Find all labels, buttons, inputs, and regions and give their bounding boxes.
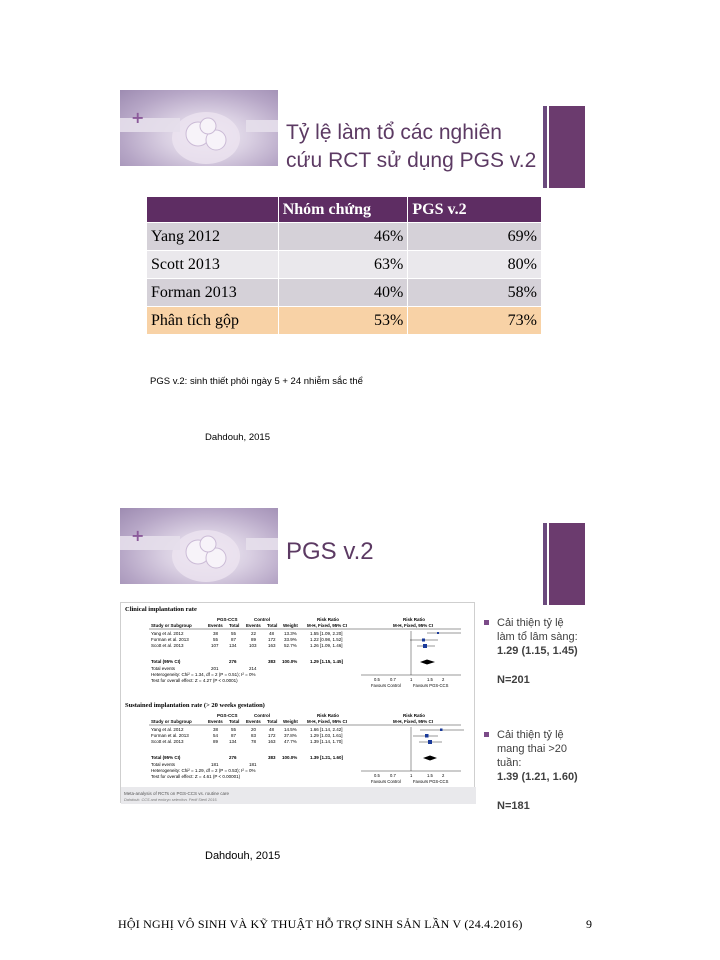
weight-value: 100.0% [282, 659, 298, 664]
col-events: Events [208, 623, 223, 628]
rr-value: 1.66 [1.14, 2.42] [310, 727, 343, 732]
col-events: Events [246, 719, 261, 724]
study-label: Forman et al. 2013 [151, 637, 189, 642]
col-pgs: PGS-CCS [217, 617, 238, 622]
tick-label: 0.5 [374, 677, 380, 682]
study-label: Scott et al. 2013 [151, 739, 184, 744]
study-cell: Scott 2013 [147, 251, 279, 279]
col-total: Total [267, 623, 278, 628]
tick-label: 1.5 [427, 677, 433, 682]
total-value: 163 [268, 643, 276, 648]
rr-value: 1.22 [0.98, 1.52] [310, 637, 343, 642]
table-row-pooled [147, 307, 542, 335]
study-label: Scott et al. 2013 [151, 643, 184, 648]
panel1-rows [151, 631, 344, 683]
table-row [147, 279, 542, 307]
bullet-line: tuần: [497, 757, 522, 769]
tick-label: 2 [442, 677, 445, 682]
slide2-title: PGS v.2 [286, 538, 374, 565]
bullet-line: Cải thiện tỷ lệ [497, 617, 564, 629]
total-value: 134 [229, 643, 237, 648]
rr-value: 1.39 [1.14, 1.70] [310, 739, 343, 744]
forest-plot [120, 602, 475, 803]
study-label: Yang et al. 2012 [151, 631, 184, 636]
table-row [147, 223, 542, 251]
bullet-square-icon [484, 732, 489, 737]
pgs-cell: 69% [408, 223, 542, 251]
table-header-row [147, 197, 542, 223]
col-events: Events [208, 719, 223, 724]
col-total: Total [229, 719, 240, 724]
total-value: 87 [231, 733, 237, 738]
total-value: 48 [269, 727, 275, 732]
tick-label: 1 [410, 677, 413, 682]
study-marker [428, 740, 432, 744]
col-weight: Weight [283, 719, 298, 724]
tick-label: 1 [410, 773, 413, 778]
weight-value: 13.3% [284, 631, 297, 636]
study-marker [437, 632, 439, 634]
overall-effect-text: Test for overall effect: Z = 4.61 (P < 0.00001) [151, 774, 241, 779]
col-rr-plot: Risk Ratio [403, 713, 426, 718]
header-pgs: PGS v.2 [408, 197, 542, 223]
col-rr-plot: Risk Ratio [403, 617, 426, 622]
bullet-square-icon [484, 620, 489, 625]
forest-caption: Meta-analysis of RCTs on PGS-CCS vs. routine care [124, 791, 230, 796]
study-marker [440, 729, 443, 732]
rr-value: 1.55 [1.09, 2.20] [310, 631, 343, 636]
panel2-rows [151, 727, 344, 779]
col-pgs: PGS-CCS [217, 713, 238, 718]
panel1-axis [371, 677, 449, 688]
control-cell: 53% [278, 307, 408, 335]
events-value: 201 [211, 666, 219, 671]
control-cell: 46% [278, 223, 408, 251]
embryo-illustration [120, 90, 278, 166]
col-method: M-H, Fixed, 95% CI [307, 719, 348, 724]
footer-text: HỘI NGHỊ VÔ SINH VÀ KỸ THUẬT HỖ TRỢ SINH SẢN LẦN V (24.4.2016) [118, 917, 523, 931]
events-label: Total events [151, 762, 176, 767]
total-value: 276 [229, 755, 237, 760]
favours-right: Favours PGS-CCS [413, 683, 449, 688]
study-marker [422, 639, 425, 642]
slide1-citation: Dahdouh, 2015 [205, 432, 270, 443]
bullet-stat: 1.39 (1.21, 1.60) [497, 771, 578, 783]
events-value: 55 [213, 637, 219, 642]
events-value: 89 [213, 739, 219, 744]
rr-value: 1.39 [1.21, 1.60] [310, 755, 344, 760]
total-value: 55 [231, 727, 237, 732]
bullet-line: làm tổ lâm sàng: [497, 631, 578, 643]
total-label: Total (95% CI) [151, 659, 181, 664]
weight-value: 47.7% [284, 739, 297, 744]
title-bar-thick [549, 523, 585, 605]
slide1-title-line1: Tỷ lệ làm tổ các nghiên [286, 121, 502, 144]
study-label: Yang et al. 2012 [151, 727, 184, 732]
events-value: 214 [249, 666, 257, 671]
events-value: 83 [251, 733, 257, 738]
bullet-line: Cải thiện tỷ lệ [497, 729, 564, 741]
rct-table [146, 196, 542, 335]
slide1-title-line2: cứu RCT sử dụng PGS v.2 [286, 149, 537, 172]
study-marker [425, 734, 429, 738]
embryo-illustration [120, 508, 278, 584]
header-study [147, 197, 279, 223]
weight-value: 37.8% [284, 733, 297, 738]
col-ctrl: Control [254, 713, 270, 718]
total-value: 172 [268, 637, 276, 642]
page-number: 9 [586, 917, 592, 931]
total-value: 383 [268, 659, 276, 664]
pgs-cell: 80% [408, 251, 542, 279]
heterogeneity-text: Heterogeneity: Chi² = 1.29, df = 2 (P = 0.53); I² = 0% [151, 768, 256, 773]
title-bar-thin [543, 106, 547, 188]
total-value: 87 [231, 637, 237, 642]
overall-effect-text: Test for overall effect: Z = 4.27 (P < 0.0001) [151, 678, 238, 683]
slide2-citation: Dahdouh, 2015 [205, 850, 281, 862]
embryo-image [120, 90, 278, 166]
table-row [147, 251, 542, 279]
pgs-cell: 58% [408, 279, 542, 307]
events-value: 107 [211, 643, 219, 648]
total-value: 48 [269, 631, 275, 636]
events-value: 54 [213, 733, 219, 738]
col-total: Total [229, 623, 240, 628]
favours-left: Favours Control [371, 683, 401, 688]
panel1-plot [361, 631, 461, 675]
forest-source: Dahdouh. CCS and embryo selection. Fertil Steril 2015. [124, 798, 218, 802]
bullet-stat: 1.29 (1.15, 1.45) [497, 645, 578, 657]
study-label: Forman et al. 2013 [151, 733, 189, 738]
weight-value: 52.7% [284, 643, 297, 648]
panel2-axis [371, 773, 449, 784]
rr-value: 1.29 [1.03, 1.61] [310, 733, 343, 738]
bullet-block-1 [484, 616, 578, 686]
favours-right: Favours PGS-CCS [413, 779, 449, 784]
title-bar-thick [549, 106, 585, 188]
weight-value: 33.9% [284, 637, 297, 642]
events-value: 89 [251, 637, 257, 642]
study-cell: Yang 2012 [147, 223, 279, 251]
events-value: 78 [251, 739, 257, 744]
pgs-cell: 73% [408, 307, 542, 335]
bullet-n: N=181 [497, 800, 530, 812]
panel1-heading: Clinical implantation rate [125, 606, 197, 613]
col-method-plot: M-H, Fixed, 95% CI [393, 623, 434, 628]
total-label: Total (95% CI) [151, 755, 181, 760]
bullet-item [484, 728, 578, 784]
total-value: 276 [229, 659, 237, 664]
bullet-item [484, 616, 578, 658]
col-method-plot: M-H, Fixed, 95% CI [393, 719, 434, 724]
tick-label: 2 [442, 773, 445, 778]
events-value: 38 [213, 631, 219, 636]
events-value: 38 [213, 727, 219, 732]
pooled-diamond [423, 756, 437, 761]
col-study: Study or Subgroup [151, 719, 192, 724]
weight-value: 14.5% [284, 727, 297, 732]
col-rr: Risk Ratio [317, 617, 340, 622]
embryo-image [120, 508, 278, 584]
col-study: Study or Subgroup [151, 623, 192, 628]
col-events: Events [246, 623, 261, 628]
slide1-note: PGS v.2: sinh thiết phôi ngày 5 + 24 nhiễm sắc thể [150, 376, 363, 387]
rr-value: 1.26 [1.09, 1.46] [310, 643, 343, 648]
total-value: 134 [229, 739, 237, 744]
events-value: 181 [211, 762, 219, 767]
bullet-n: N=201 [497, 674, 530, 686]
tick-label: 0.5 [374, 773, 380, 778]
col-rr: Risk Ratio [317, 713, 340, 718]
tick-label: 0.7 [390, 677, 396, 682]
plus-icon: + [131, 526, 145, 545]
study-cell: Phân tích gộp [147, 307, 279, 335]
tick-label: 1.5 [427, 773, 433, 778]
title-bar-thin [543, 523, 547, 605]
control-cell: 63% [278, 251, 408, 279]
events-value: 103 [249, 643, 257, 648]
total-value: 172 [268, 733, 276, 738]
study-marker [423, 644, 427, 648]
panel2-heading: Sustained implantation rate (> 20 weeks gestation) [125, 702, 265, 709]
bullet-line: mang thai >20 [497, 743, 568, 755]
col-method: M-H, Fixed, 95% CI [307, 623, 348, 628]
total-value: 55 [231, 631, 237, 636]
events-value: 181 [249, 762, 257, 767]
pooled-diamond [420, 660, 435, 665]
study-cell: Forman 2013 [147, 279, 279, 307]
events-value: 20 [251, 727, 257, 732]
bullet-block-2 [484, 728, 578, 812]
plus-icon: + [131, 108, 145, 127]
total-value: 383 [268, 755, 276, 760]
control-cell: 40% [278, 279, 408, 307]
tick-label: 0.7 [390, 773, 396, 778]
heterogeneity-text: Heterogeneity: Chi² = 1.34, df = 2 (P = 0.51); I² = 0% [151, 672, 256, 677]
weight-value: 100.0% [282, 755, 298, 760]
header-control: Nhóm chứng [278, 197, 408, 223]
forest-plot-svg [121, 603, 476, 804]
col-weight: Weight [283, 623, 298, 628]
total-value: 163 [268, 739, 276, 744]
rr-value: 1.29 [1.15, 1.45] [310, 659, 344, 664]
panel2-plot [361, 727, 464, 771]
favours-left: Favours Control [371, 779, 401, 784]
events-label: Total events [151, 666, 176, 671]
events-value: 22 [251, 631, 257, 636]
col-ctrl: Control [254, 617, 270, 622]
col-total: Total [267, 719, 278, 724]
slide1-title [286, 119, 536, 175]
